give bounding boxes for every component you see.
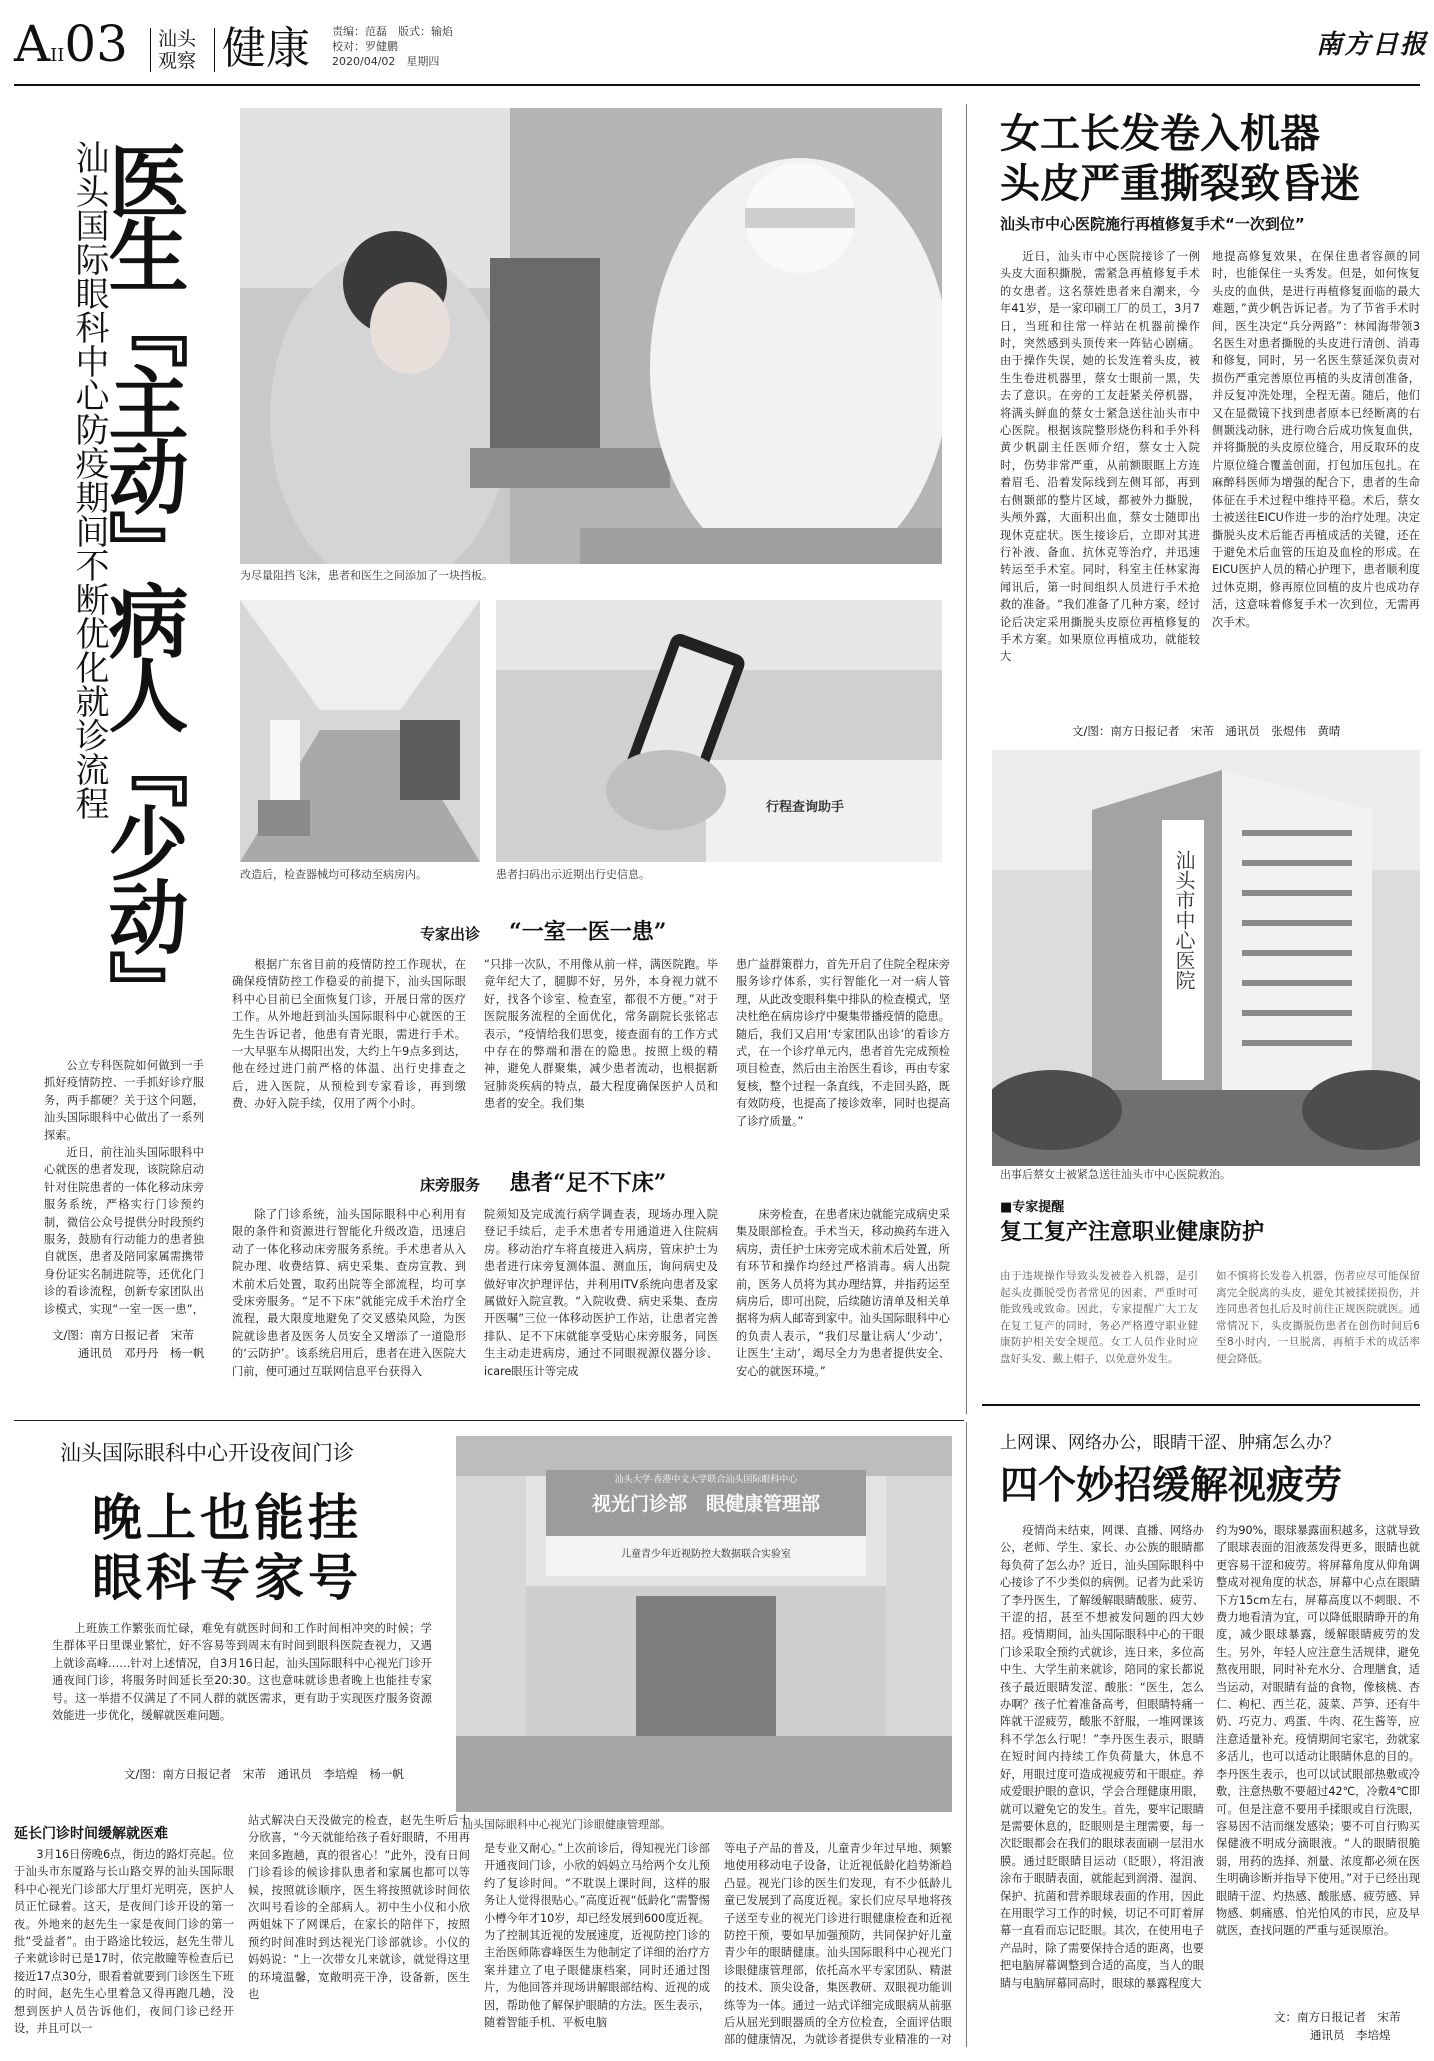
page-prefix: A	[14, 15, 51, 73]
editor-line-1: 责编：范磊 版式：输焰	[332, 25, 453, 38]
lead-intro-p1: 公立专科医院如何做到一手抓好疫情防控、一手抓好诊疗服务，两手都硬？关于这个问题，汕头国际眼科中心做出了一系列探索。	[44, 1059, 204, 1142]
page-roman: II	[50, 45, 65, 66]
page-number	[14, 15, 128, 82]
right-headline-1: 女工长发卷入机器	[1000, 110, 1320, 157]
right-byline: 文/图：南方日报记者 宋芾 通讯员 张煜伟 黄晴	[1072, 724, 1341, 738]
sub2-col-2	[484, 1206, 718, 1400]
bottom-sub-title: 延长门诊时间缓解就医难	[14, 1826, 168, 1842]
lead-photo-main	[240, 108, 942, 564]
lead-photo-right	[496, 600, 942, 862]
bottom-col-1	[14, 1846, 234, 2046]
sub1-col-1-text: 根据广东省目前的疫情防控工作现状，在确保疫情防控工作稳妥的前提下，汕头国际眼科中心目前已全面恢复门诊，开展日常的医疗工作。从外地赶到汕头国际眼科中心就医的王先生告诉记者，他患有青光眼，需进行手术。一大早驱车从揭阳出发，大约上午9点多到达，他在经过进门前严格的体温、出行史排查之后，进入医院，从预检到专家看诊，再到缴费、办好入院手续，仅用了两个小时。	[232, 958, 466, 1111]
eye-exam-illustration	[240, 108, 942, 564]
bottom-lead-text: 上班族工作繁张而忙碌，难免有就医时间和工作时间相冲突的时候；学生群体平日里课业繁忙，好不容易等到周末有时间到眼科医院查视力，又遇上就诊高峰……针对上述情况，自3月16日起，汕头国际眼科中心视光门诊开通夜间门诊，将服务时间延长至20:30。这也意味就诊患者晚上也能挂专家号。这一举措不仅满足了不同人群的就医需求，更有助于实现医疗服务资源效能进一步优化，缓解就医难问题。	[52, 1622, 432, 1723]
paper-name: 南方日报	[1316, 30, 1429, 60]
phone-screen-label: 行程查询助手	[766, 800, 845, 815]
tip-col-1	[1000, 1268, 1198, 1388]
sub2-col-1	[232, 1206, 466, 1400]
sub1-col-2-text: “只排一次队，不用像从前一样，满医院跑。毕竟年纪大了，腿脚不好，另外，本身视力就不好，找各个诊室、检查室，都很不方便。”对于医院服务流程的全面优化，常务副院长张铭志表示，“疫情给我们思变，接查面有的工作方式中存在的弊端和潜在的隐患。按照上级的精神，避免人群聚集，减少患者流动，也根据新冠肺炎疾病的特点，最大程度确保医护人员和患者的安全。我们集	[484, 958, 718, 1111]
section-name: 健康	[222, 23, 310, 74]
ward-corridor-illustration	[240, 600, 480, 862]
bottom-headline-2: 眼科专家号	[92, 1548, 362, 1607]
section-tag-bottom: 观察	[158, 50, 197, 72]
tip-label: ■专家提醒	[1000, 1200, 1065, 1215]
masthead-divider-2	[214, 28, 215, 72]
building-sign: 汕头市中心医院	[1172, 850, 1196, 990]
right-bottom-col-2-text: 约为90%，眼球暴露面积越多，这就导致了眼球表面的泪液蒸发得更多，眼睛也就更容易干涩和疲劳。将屏幕角度从仰角调整成对视角度的状态，屏幕中心点在眼睛下方15cm左右，屏幕高度以不刺眼、不费力地看清为宜，可以降低眼睛睁开的角度，减少眼球暴露，缓解眼睛疲劳的发生。另外，年轻人应注意生活规律，避免熬夜用眼，同时补充水分、合理膳食，适当运动，对眼睛有益的食物，像核桃、杏仁、枸杞、西兰花、菠菜、芦笋、还有牛奶、巧克力、鸡蛋、牛肉、花生酱等，应注意适量补充。疫情期间宅家宅，劲就家多活儿，也可以适动让眼睛休息的目的。李丹医生表示，也可以试试眼部热敷或冷敷，注意热敷不要超过42℃，冷敷4℃即可。但是注意不要用手揉眼或自行洗眼，容易因不洁而继发感染；要不可自行购买保健液不明成分滴眼液。“人的眼睛很脆弱，用药的选择、剂量、浓度都必须在医生明确诊断并指导下使用。”对于已经出现眼睛干涩、灼热感、酸胀感、疲劳感、异物感、刺痛感、怕光怕风的市民，应及早就医，查找问题的严重与延误原治。	[1216, 1524, 1420, 1938]
right-bottom-byline-1: 文：南方日报记者 宋芾	[1274, 2010, 1401, 2024]
bottom-kicker: 汕头国际眼科中心开设夜间门诊	[60, 1441, 354, 1465]
bottom-photo-caption: 汕头国际眼科中心视光门诊眼健康管理部。	[462, 1818, 671, 1831]
tip-col-2	[1216, 1268, 1420, 1388]
right-photo-caption: 出事后蔡女士被紧急送往汕头市中心医院救治。	[1000, 1168, 1231, 1181]
sub1-col-3-text: 患广益群策群力，首先开启了住院全程床旁服务诊疗体系，实行智能化一对一病人管理，从此改变眼科集中排队的检查模式，坚决杜绝在病房诊疗中聚集带播疫情的隐患。随后，我们又启用‘专家团队出诊’的看诊方式，在一个诊疗单元内，患者首先完成预检项目检查，然后由主治医生看诊，再由专家复核，整个过程一条直线，不走回头路，既有效防疫，也提高了接诊效率，同时也提高了诊疗质量。”	[736, 958, 950, 1128]
hospital-building-illustration	[992, 750, 1420, 1166]
right-bottom-byline-2: 通讯员 李培煌	[1310, 2028, 1391, 2042]
section-tag	[158, 28, 210, 72]
storefront-sign-sub: 儿童青少年近视防控大数据联合实验室	[621, 1549, 791, 1560]
bottom-col-3	[484, 1840, 710, 2046]
right-bottom-headline: 四个妙招缓解视疲劳	[1000, 1462, 1343, 1507]
bottom-col-3-text: 是专业又耐心。”上次前诊后，得知视光门诊部开通夜间门诊，小欣的妈妈立马给两个女儿预约了复诊时间。“不耽误上课时间，这样的服务让人觉得很贴心。”高度近视“低龄化”需警惕小樽今年才10岁，却已经发展到600度近视。为了控制其近视的发展速度，近视防控门诊的主治医师陈睿峰医生为他制定了详细的治疗方案并建立了电子眼健康档案，同时还通过图片，为他回答并现场讲解眼部结构、近视的成因，帮助他了解保护眼睛的方法。医生表示，随着智能手机、平板电脑	[484, 1842, 710, 2030]
bottom-lead	[52, 1620, 432, 1760]
lead-byline-2: 通讯员 邓丹丹 杨一帆	[78, 1346, 205, 1360]
right-photo-building	[992, 750, 1420, 1166]
sub2-col-1-text: 除了门诊系统，汕头国际眼科中心利用有限的条件和资源进行智能化升级改造，迅速启动了一体化移动床旁服务系统。手术患者从入院办理、收费结算、病史采集、查房宣教、到术前术后处置，取药出院等全部流程，均可享受床旁服务。“足不下床”就能完成手术治疗全流程，最大限度地避免了交叉感染风险，为医院就诊患者及医务人员安全又增添了一道隐形的‘云防护’。该系统启用后，患者在进入医院大门前，便可通过互联网信息平台获得入	[232, 1208, 466, 1378]
tip-col-1-text: 由于违规操作导致头发被卷入机器，是引起头皮撕脱受伤者常见的因素，严重时可能致残或致命。因此，专家提醒广大工友在复工复产的同时，务必严格遵守职业健康防护相关安全规范。女工人员作业时应盘好头发、戴上帽子，以免意外发生。	[1000, 1270, 1198, 1365]
lead-photo-right-caption: 患者扫码出示近期出行史信息。	[496, 868, 650, 881]
sub2-col-3	[736, 1206, 950, 1400]
lead-photo-left-caption: 改造后，检查器械均可移动至病房内。	[240, 868, 427, 881]
masthead	[0, 0, 1434, 80]
storefront-sign-main: 视光门诊部 眼健康管理部	[591, 1493, 820, 1515]
sub1-col-3	[736, 956, 950, 1161]
sub2-col-2-text: 院须知及完成流行病学调查表，现场办理入院登记手续后，走手术患者专用通道进入住院病房。移动治疗车将直接进入病房，管床护士为患者进行床旁复测体温、测血压，询问病史及做好审次护理评估，并利用ITV系统向患者及家属做好入院宣教。“入院收费、病史采集、查房开医嘱”三位一体移动医护工作站，让患者完善排队、足不下床就能享受贴心床旁服务，同医生主动走进病房，通过不同眼视源仪器分诊、icare眼压计等完成	[484, 1208, 718, 1378]
masthead-divider-1	[150, 28, 151, 72]
tip-title: 复工复产注意职业健康防护	[1000, 1219, 1265, 1245]
divider-lower-section	[14, 1420, 964, 1421]
bottom-col-2-text: 站式解决白天没做完的检查，赵先生听后十分欣喜，“今天就能给孩子看好眼睛，不用再来回多跑趟，真的很省心！”此外，没有日间门诊看诊的候诊排队患者和家属也都可以等候，按照就诊顺序，医生将按照就诊时间依次叫号看诊的全部病人。初中生小仪和小欣两姐妹下了网课后，在家长的陪伴下，按照预约时间准时到达视光门诊部就诊。小仪的妈妈说：“上一次带女儿来就诊，就觉得这里的环境温馨，宽敞明亮干净，设备新，医生也	[248, 1814, 470, 2002]
divider-bottom-right	[966, 1422, 967, 2047]
bottom-col-1-text: 3月16日傍晚6点，街边的路灯亮起。位于汕头市东厦路与长山路交界的汕头国际眼科中心视光门诊部大厅里灯光明亮，医护人员正忙碌着。这天，是夜间门诊开设的第一夜。外地来的赵先生一家是夜间门诊的第一批“受益者”。由于路途比较远，赵先生带儿子来就诊时已是17时，依完散瞳等检查后已接近17点30分，眼看着就要到门诊医生下班的时间，赵先生心里着急又得再跑几趟，没想到医护人员告诉他们，夜间门诊已经开设，并且可以一	[14, 1848, 234, 2036]
right-bottom-kicker: 上网课、网络办公，眼睛干涩、肿痛怎么办？	[1000, 1433, 1340, 1453]
sub2-col-3-text: 床旁检查，在患者床边就能完成病史采集及眼部检查。手术当天，移动换药车进入病房，责任护士床旁完成术前术后处置，所有环节和操作均经过严格消毒。病人出院前，医务人员将为其办理结算，并指药运至病房后，即可出院，后续随访清单及相关单据将为病人邮寄到家中。汕头国际眼科中心的负责人表示，“我们尽量让病人‘少动’，让医生‘主动’，竭尽全力为患者提供安全、安心的就医环境。”	[736, 1208, 950, 1378]
lead-photo-main-caption: 为尽量阻挡飞沫，患者和医生之间添加了一块挡板。	[240, 569, 493, 582]
bottom-col-4	[724, 1840, 952, 2046]
sub1-col-1	[232, 956, 466, 1161]
page-no: 03	[64, 15, 128, 73]
sub1-title: “一室一医一患”	[509, 919, 667, 945]
storefront-sign-top: 汕头大学·香港中文大学联合汕头国际眼科中心	[614, 1475, 798, 1485]
lead-photo-left	[240, 600, 480, 862]
sub1-label: 专家出诊	[420, 925, 481, 943]
lead-byline-1: 文/图：南方日报记者 宋芾	[52, 1328, 194, 1342]
lead-intro-p2: 近日，前往汕头国际眼科中心就医的患者发现，该院除启动针对住院患者的一体化移动床旁服务系统，严格实行门诊预约制，微信公众号提供分时段预约服务，鼓励有行动能力的患者独自就医，患者及陪同家属需携带身份证实名制进院等，还优化门诊的看诊流程，创新专家团队出诊模式，实现“一室一医一患”，	[44, 1146, 204, 1315]
bottom-byline: 文/图：南方日报记者 宋芾 通讯员 李培煌 杨一帆	[124, 1767, 404, 1781]
sub2-title: 患者“足不下床”	[509, 1170, 667, 1196]
divider-right-lower	[982, 1404, 1420, 1406]
editor-info	[332, 24, 453, 69]
lead-headline-1: 医生『主动』	[95, 140, 189, 584]
right-bottom-col-1	[1000, 1522, 1204, 2042]
right-bottom-col-2	[1216, 1522, 1420, 2000]
bottom-photo-storefront	[456, 1436, 952, 1812]
bottom-headline-1: 晚上也能挂	[92, 1488, 362, 1547]
editor-line-2: 校对：罗健鹏	[332, 40, 398, 53]
right-col-2	[1212, 248, 1420, 700]
lead-headline-2: 病人『少动』	[95, 580, 189, 1024]
lead-byline	[52, 1326, 212, 1362]
right-col-2-text: 地提高修复效果，在保住患者容颜的同时，也能保住一头秀发。但是，如何恢复头皮的血供，是进行再植修复面临的最大难题，”黄少帆告诉记者。为了节省手术时间，医生决定“兵分两路”：林闻海带领3名医生对患者撕脱的头皮进行清创、消毒和修复，同时，另一名医生蔡延深负责对损伤严重完善原位再植的头皮清创准备，并反复冲洗处理，全程无菌。随后，他们又在显微镜下找到患者原本已经断离的右侧颞浅动脉，进行吻合后成功恢复血供，并将撕脱的头皮原位缝合，用反取环的皮片原位缝合覆盖创面，打包加压包扎。在麻醉科医师为增强的配合下，患者的生命体征在手术过程中维持平稳。术后，蔡女士被送往EICU作进一步的治疗处理。决定撕脱头皮术后能否再植成活的关键，还在于避免术后血管的压迫及血栓的形成。在EICU医护人员的精心护理下，患者顺利度过休克期，修再原位回植的皮片也成功存活，这意味着修复手术一次到位，无需再次手术。	[1212, 250, 1420, 629]
masthead-rule	[14, 84, 1420, 86]
right-col-1	[1000, 248, 1200, 700]
lead-intro	[44, 1057, 204, 1315]
right-col-1-text: 近日，汕头市中心医院接诊了一例头皮大面积撕脱，需紧急再植修复手术的女患者。这名蔡姓患者来自潮来，今年41岁，是一家印刷工厂的员工，3月7日，当班和往常一样站在机器前操作时，突然感到头顶传来一阵钻心剧痛。由于操作失误，她的长发连着头皮，被生生卷进机器里，蔡女士眼前一黑，失去了意识。在旁的工友赶紧关停机器，将满头鲜血的蔡女士紧急送往汕头市中心医院。根据该院整形烧伤科和手外科黄少帆副主任医师介绍，蔡女士入院时，伤势非常严重，从前额眼眶上方连着眉毛、沿着发际线到左侧耳部，再到右侧颞部的整片区域，都被外力撕脱，头颅外露，大面积出血，蔡女士随即出现休克症状。医生接诊后，立即对其进行补液、备血、抗休克等治疗，并迅速转运至手术室。同时，科室主任林家海闻讯后，第一时间组织人员进行手术抢救的准备。“我们准备了几种方案，经讨论后决定采用撕脱头皮原位再植修复的手术方案。如果原位再植成功，就能较大	[1000, 250, 1200, 664]
sub1-heading	[420, 915, 900, 946]
date-line: 2020/04/02 星期四	[332, 55, 440, 68]
lead-kicker: 汕头国际眼科中心防疫期间不断优化就诊流程	[69, 140, 109, 820]
sub1-col-2	[484, 956, 718, 1161]
right-bottom-byline	[1274, 2008, 1424, 2044]
section-tag-top: 汕头	[158, 28, 197, 50]
phone-scan-illustration	[496, 600, 942, 862]
bottom-col-4-text: 等电子产品的普及，儿童青少年过早地、频繁地使用移动电子设备，让近视低龄化趋势渐趋凸显。视光门诊的医生们发现，有不少低龄儿童已发展到了高度近视。家长们应尽早地将孩子送至专业的视光门诊进行眼健康检查和近视防控干预，要如早加强预防，共同保护好儿童青少年的眼睛健康。汕头国际眼科中心视光门诊眼健康管理部，依托高水平专家团队、精湛的技术、顶尖设备，集医教研、双眼视功能训练等为一体。通过一站式详细完成眼病从前驱后从屈光到眼器质的全方位检查，全面评估眼部的健康情况，为就诊者提供专业精准的一对	[724, 1842, 952, 2046]
right-headline-2: 头皮严重撕裂致昏迷	[1000, 160, 1360, 207]
divider-lead-right	[966, 104, 967, 1414]
sub2-label: 床旁服务	[420, 1176, 481, 1194]
right-subhead: 汕头市中心医院施行再植修复手术“一次到位”	[1000, 215, 1305, 233]
right-bottom-col-1-text: 疫情尚未结束，网课、直播、网络办公，老师、学生、家长、办公族的眼睛都每负荷了怎么办？近日，汕头国际眼科中心接诊了不少类似的病例。记者为此采访了李丹医生，了解缓解眼睛酸胀、疲劳、干涩的招，甚至不想被发问题的四大妙招。疫情期间，汕头国际眼科中心的干眼门诊采取全预约式就诊，连日来，多位高中生、大学生前来就诊，陪同的家长都说孩子最近眼睛发涩、酸胀：“医生，怎么办啊？孩子忙着准备高考，但眼睛特痛一阵就干涩疲劳，酸胀不舒服，一堆网课该科不学怎么行呢！”李丹医生表示，眼睛在短时间内持续工作负荷量大，休息不好，用眼过度可造成视疲劳和干眼症。养成爱眼护眼的意识，学会合理健康用眼，就可以避免它的发生。首先，要牢记眼睛是需要休息的，眨眼则是主理需要，每一次眨眼都会在我们的眼球表面刷一层泪水膜。通过眨眼睛目运动（眨眼），将泪液涂布于眼睛表面，就能起到润滑、湿润、保护、抗菌和营养眼球表面的作用，因此在用眼学习工作的时候，切记不可盯着屏幕一直看而忘记眨眼。其次，在使用电子产品时，除了需要保持合适的距离，也要把电脑屏幕调整到合适的高度，当人的眼睛与电脑屏幕同高时，眼球的暴露程度大	[1000, 1524, 1204, 1990]
tip-col-2-text: 如不慎将长发卷入机器，伤者应尽可能保留离完全脱离的头皮，避免其被揉搓损伤，并连同患者包扎后及时前往正规医院就医。通常情况下，头皮撕脱伤患者在创伤时间后6至8小时内，一旦脱离，再植手术的成活率便会降低。	[1216, 1270, 1420, 1365]
sub2-heading	[420, 1166, 900, 1197]
bottom-col-2	[248, 1812, 470, 2046]
